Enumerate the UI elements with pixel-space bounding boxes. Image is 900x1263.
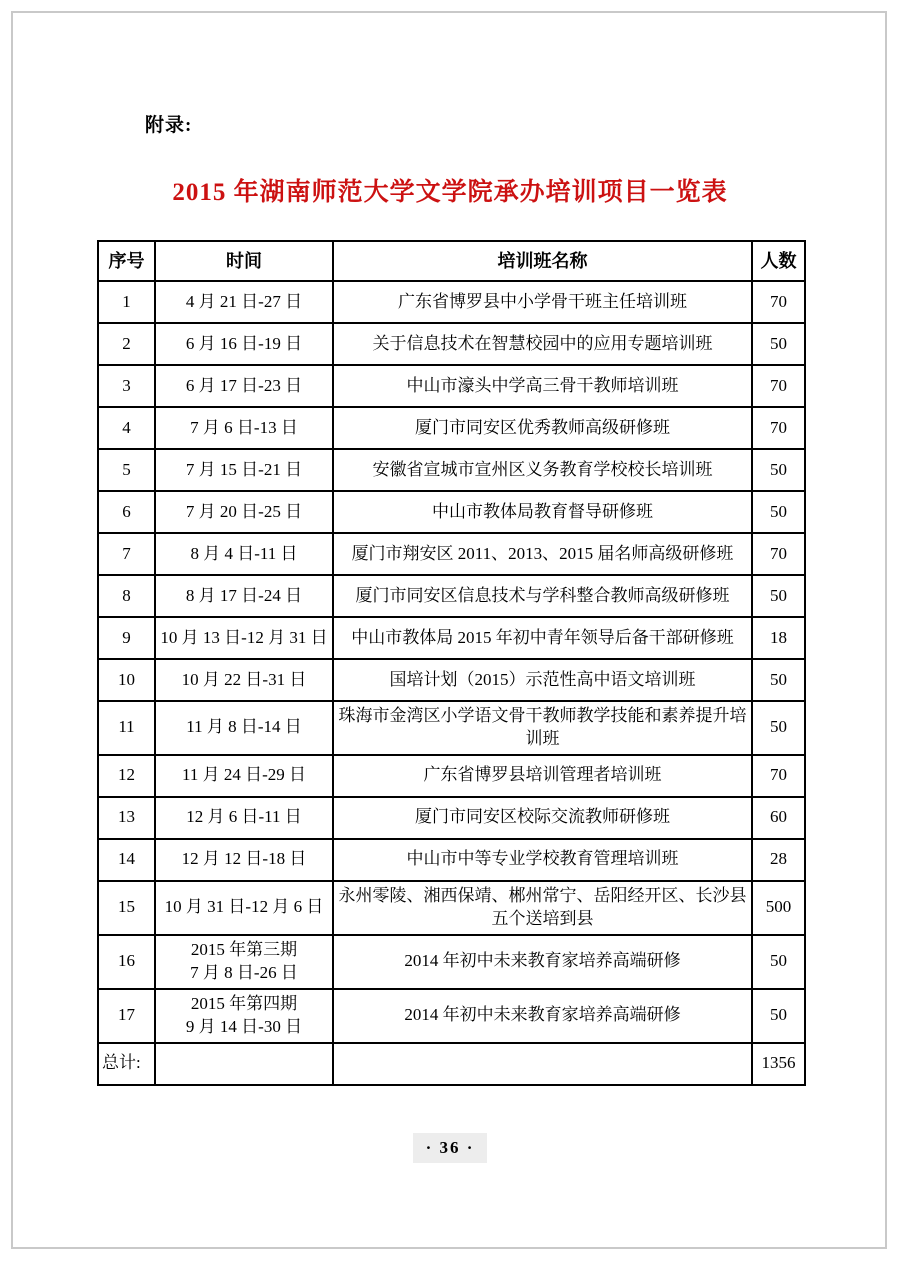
cell-training-name: 永州零陵、湘西保靖、郴州常宁、岳阳经开区、长沙县五个送培到县 xyxy=(333,881,752,935)
cell-serial: 2 xyxy=(98,323,155,365)
appendix-label: 附录: xyxy=(145,115,193,136)
cell-serial: 13 xyxy=(98,797,155,839)
cell-people-count: 50 xyxy=(752,323,805,365)
cell-time: 7 月 15 日-21 日 xyxy=(155,449,333,491)
cell-people-count: 70 xyxy=(752,755,805,797)
table-row xyxy=(98,365,805,407)
cell-serial: 11 xyxy=(98,701,155,755)
cell-training-name: 厦门市同安区信息技术与学科整合教师高级研修班 xyxy=(333,575,752,617)
table-row xyxy=(98,407,805,449)
table-row xyxy=(98,491,805,533)
cell-time: 10 月 13 日-12 月 31 日 xyxy=(155,617,333,659)
cell-serial: 7 xyxy=(98,533,155,575)
cell-time: 8 月 17 日-24 日 xyxy=(155,575,333,617)
total-label: 总计: xyxy=(98,1043,155,1085)
cell-time: 12 月 12 日-18 日 xyxy=(155,839,333,881)
cell-people-count: 50 xyxy=(752,491,805,533)
table-row xyxy=(98,701,805,755)
cell-serial: 14 xyxy=(98,839,155,881)
table-row xyxy=(98,659,805,701)
total-name-empty xyxy=(333,1043,752,1085)
cell-time: 2015 年第四期 9 月 14 日-30 日 xyxy=(155,989,333,1043)
cell-people-count: 500 xyxy=(752,881,805,935)
cell-training-name: 中山市教体局 2015 年初中青年领导后备干部研修班 xyxy=(333,617,752,659)
cell-time: 10 月 22 日-31 日 xyxy=(155,659,333,701)
table-row xyxy=(98,881,805,935)
cell-training-name: 广东省博罗县培训管理者培训班 xyxy=(333,755,752,797)
cell-time: 7 月 6 日-13 日 xyxy=(155,407,333,449)
cell-time: 2015 年第三期 7 月 8 日-26 日 xyxy=(155,935,333,989)
table-row xyxy=(98,755,805,797)
table-row xyxy=(98,797,805,839)
cell-training-name: 安徽省宣城市宣州区义务教育学校校长培训班 xyxy=(333,449,752,491)
cell-people-count: 70 xyxy=(752,533,805,575)
cell-serial: 12 xyxy=(98,755,155,797)
table-row xyxy=(98,281,805,323)
cell-people-count: 50 xyxy=(752,701,805,755)
cell-people-count: 70 xyxy=(752,407,805,449)
cell-people-count: 28 xyxy=(752,839,805,881)
cell-training-name: 珠海市金湾区小学语文骨干教师教学技能和素养提升培训班 xyxy=(333,701,752,755)
cell-training-name: 国培计划（2015）示范性高中语文培训班 xyxy=(333,659,752,701)
cell-time: 10 月 31 日-12 月 6 日 xyxy=(155,881,333,935)
column-header-3: 人数 xyxy=(752,241,805,281)
cell-training-name: 厦门市同安区优秀教师高级研修班 xyxy=(333,407,752,449)
cell-people-count: 50 xyxy=(752,659,805,701)
page-footer xyxy=(0,1133,900,1163)
total-row xyxy=(98,1043,805,1085)
cell-training-name: 2014 年初中未来教育家培养高端研修 xyxy=(333,935,752,989)
cell-time: 4 月 21 日-27 日 xyxy=(155,281,333,323)
cell-training-name: 中山市濠头中学高三骨干教师培训班 xyxy=(333,365,752,407)
cell-serial: 15 xyxy=(98,881,155,935)
table-row xyxy=(98,989,805,1043)
cell-serial: 16 xyxy=(98,935,155,989)
cell-people-count: 50 xyxy=(752,935,805,989)
table-row xyxy=(98,533,805,575)
cell-time: 11 月 24 日-29 日 xyxy=(155,755,333,797)
cell-people-count: 50 xyxy=(752,575,805,617)
cell-people-count: 18 xyxy=(752,617,805,659)
cell-serial: 6 xyxy=(98,491,155,533)
column-header-2: 培训班名称 xyxy=(333,241,752,281)
cell-people-count: 60 xyxy=(752,797,805,839)
cell-training-name: 关于信息技术在智慧校园中的应用专题培训班 xyxy=(333,323,752,365)
cell-training-name: 广东省博罗县中小学骨干班主任培训班 xyxy=(333,281,752,323)
total-count: 1356 xyxy=(752,1043,805,1085)
cell-serial: 9 xyxy=(98,617,155,659)
cell-time: 6 月 16 日-19 日 xyxy=(155,323,333,365)
table-row xyxy=(98,449,805,491)
table-row xyxy=(98,617,805,659)
cell-time: 11 月 8 日-14 日 xyxy=(155,701,333,755)
cell-serial: 3 xyxy=(98,365,155,407)
cell-time: 12 月 6 日-11 日 xyxy=(155,797,333,839)
total-time-empty xyxy=(155,1043,333,1085)
training-table xyxy=(97,240,806,1086)
cell-people-count: 70 xyxy=(752,365,805,407)
table-header-row xyxy=(98,241,805,281)
page-number: · 36 · xyxy=(413,1133,488,1163)
cell-time: 7 月 20 日-25 日 xyxy=(155,491,333,533)
cell-training-name: 厦门市翔安区 2011、2013、2015 届名师高级研修班 xyxy=(333,533,752,575)
cell-serial: 8 xyxy=(98,575,155,617)
cell-serial: 4 xyxy=(98,407,155,449)
cell-people-count: 50 xyxy=(752,989,805,1043)
cell-serial: 5 xyxy=(98,449,155,491)
column-header-0: 序号 xyxy=(98,241,155,281)
cell-time: 8 月 4 日-11 日 xyxy=(155,533,333,575)
cell-people-count: 50 xyxy=(752,449,805,491)
cell-serial: 1 xyxy=(98,281,155,323)
cell-training-name: 2014 年初中未来教育家培养高端研修 xyxy=(333,989,752,1043)
cell-serial: 17 xyxy=(98,989,155,1043)
table-row xyxy=(98,839,805,881)
column-header-1: 时间 xyxy=(155,241,333,281)
cell-serial: 10 xyxy=(98,659,155,701)
cell-training-name: 中山市教体局教育督导研修班 xyxy=(333,491,752,533)
page-title: 2015 年湖南师范大学文学院承办培训项目一览表 xyxy=(172,179,728,206)
cell-training-name: 厦门市同安区校际交流教师研修班 xyxy=(333,797,752,839)
table-row xyxy=(98,575,805,617)
table-row xyxy=(98,935,805,989)
cell-training-name: 中山市中等专业学校教育管理培训班 xyxy=(333,839,752,881)
cell-time: 6 月 17 日-23 日 xyxy=(155,365,333,407)
table-row xyxy=(98,323,805,365)
cell-people-count: 70 xyxy=(752,281,805,323)
